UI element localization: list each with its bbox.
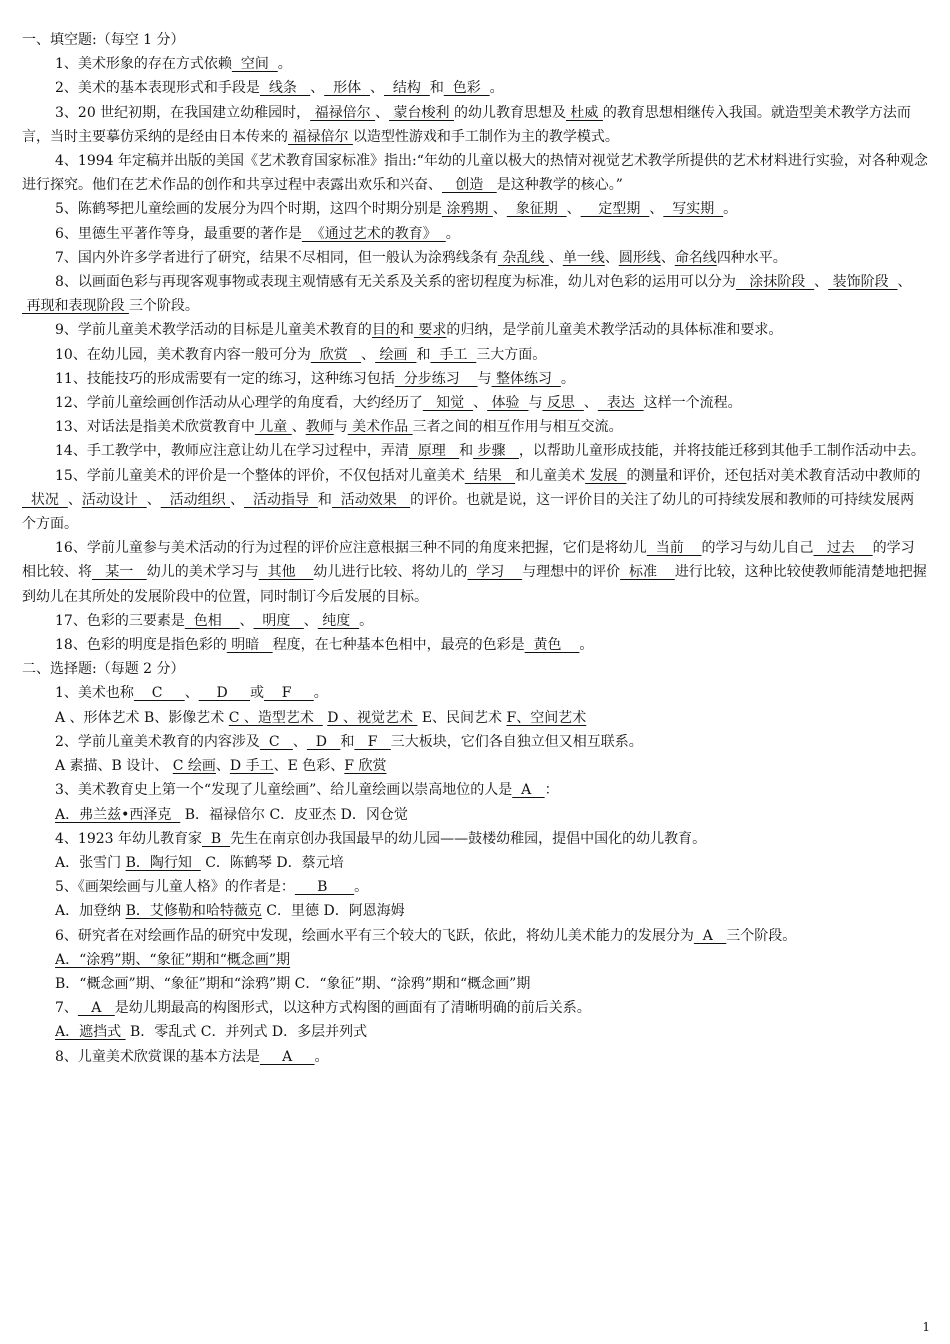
answer-blank: 学习 [467, 564, 523, 581]
question-text: 、 [67, 491, 82, 508]
answer-blank: 儿童 [254, 419, 292, 436]
question-text: 11、技能技巧的形成需要有一定的练习，这种练习包括 [55, 370, 395, 387]
answer-blank: 活动组织 [160, 491, 231, 508]
question-text: 3、20 世纪初期，在我国建立幼稚园时， [55, 104, 311, 121]
answer-blank: B．陶行知 [125, 854, 201, 871]
question-text: 。 [277, 56, 292, 73]
question-text: 、 [814, 274, 829, 291]
question-line [22, 681, 928, 705]
answer-blank: 圆形线 [618, 249, 661, 266]
question-text: B．福禄倍尔 C．皮亚杰 D．冈仓觉 [180, 806, 408, 823]
answer-blank: 福禄倍尔 [288, 128, 353, 145]
question-text: 、 [370, 80, 384, 97]
answer-blank: 标准 [620, 564, 675, 581]
answer-blank: 某一 [92, 564, 147, 581]
question-text: 、E 色彩、 [273, 758, 345, 775]
answer-blank: 欣赏 [310, 346, 362, 363]
answer-blank: 分步练习 [394, 370, 478, 387]
answer-blank: 过去 [813, 540, 873, 557]
answer-blank: 黄色 [524, 637, 580, 654]
question-text: 三个阶段。 [726, 927, 797, 944]
question-line [22, 1020, 928, 1044]
answer-blank: 命名线 [674, 249, 717, 266]
question-text: 8、以画面色彩与再现客观事物或表现主观情感有无关系及关系的密切程度为标准，幼儿对色彩的运用可以分为 [55, 274, 736, 291]
answer-blank: 色相 [184, 612, 240, 629]
question-text: 或 [249, 685, 264, 702]
answer-blank: 其他 [258, 564, 314, 581]
question-text: 是幼儿期最高的构图形式，以这种方式构图的画面有了清晰明确的前后关系。 [114, 1000, 591, 1017]
answer-blank: 原理 [408, 443, 460, 460]
question-line [22, 754, 928, 778]
answer-blank: A [259, 1048, 315, 1065]
answer-blank: 涂鸦期 [441, 201, 493, 218]
question-text: 与 [333, 419, 348, 436]
question-text: 、 [897, 274, 912, 291]
question-text: 、 [292, 733, 307, 750]
question-text: E、民间艺术 [417, 709, 507, 726]
question-text: 三者之间的相互作用与相互交流。 [412, 419, 623, 436]
question-text: 。 [560, 370, 575, 387]
question-text: 这样一个流程。 [643, 395, 742, 412]
question-line [22, 222, 928, 246]
question-text: 18、色彩的明度是指色彩的 [55, 637, 227, 654]
document-body [22, 28, 928, 1069]
question-text: 、 [291, 419, 306, 436]
answer-blank: 写实期 [663, 201, 724, 218]
answer-blank: 定型期 [580, 201, 650, 218]
question-text: 、 [230, 491, 245, 508]
answer-blank: B [202, 830, 231, 847]
answer-blank: 杂乱线 [497, 249, 549, 266]
question-text: 三大方面。 [476, 346, 547, 363]
question-text: 5、陈鹤琴把儿童绘画的发展分为四个时期，这四个时期分别是 [55, 201, 442, 218]
question-text: 幼儿进行比较、将幼儿的 [313, 564, 468, 581]
question-line [22, 101, 928, 149]
section-heading: 一、填空题:（每空 1 分） [22, 32, 185, 48]
question-text: 和 [416, 346, 431, 363]
question-text: 的教育思想相继传入我国。就造型美术教学方法而言，当时主要摹仿采纳的是经由日本传来的 [22, 104, 911, 145]
answer-blank: 结构 [384, 80, 430, 97]
question-text: 和 [340, 733, 355, 750]
question-text: 1、美术形象的存在方式依赖 [55, 56, 232, 73]
question-line [22, 318, 928, 342]
question-line [22, 899, 928, 923]
question-text: 和 [317, 491, 332, 508]
question-line [22, 52, 928, 76]
question-text: 、 [583, 395, 598, 412]
answer-blank: 结果 [464, 467, 516, 484]
answer-blank: D [198, 685, 250, 702]
answer-blank: 创造 [442, 177, 497, 194]
answer-blank: 明暗 [226, 637, 273, 654]
answer-blank: 涂抹阶段 [735, 274, 815, 291]
question-text: 16、学前儿童参与美术活动的行为过程的评价应注意根据三种不同的角度来把握，它们是将幼儿 [55, 540, 647, 557]
answer-blank: 《通过艺术的教育》 [301, 225, 446, 242]
answer-blank: 美术作品 [347, 419, 413, 436]
question-text: C．陈鹤琴 D．蔡元培 [200, 854, 344, 871]
question-text: 和 [399, 322, 414, 339]
question-text: 2、美术的基本表现形式和手段是 [55, 80, 260, 97]
question-text: 10、在幼儿园，美术教育内容一般可分为 [55, 346, 311, 363]
answer-blank: 表达 [597, 395, 644, 412]
question-line [22, 778, 928, 802]
answer-blank: 活动指导 [244, 491, 318, 508]
question-line [22, 415, 928, 439]
question-text: 6、研究者在对绘画作品的研究中发现，绘画水平有三个较大的飞跃，依此，将幼儿美术能力的发展分为 [55, 927, 694, 944]
answer-blank: A．“涂鸦”期、“象征”期和“概念画”期 [55, 951, 291, 968]
question-text: 与理想中的评价 [522, 564, 621, 581]
question-text: 。 [445, 225, 460, 242]
question-line [22, 948, 928, 972]
answer-blank: C 绘画 [172, 758, 216, 775]
question-text: A．加登纳 [55, 903, 126, 920]
question-text: 3、美术教育史上第一个“发现了儿童绘画”、给儿童绘画以崇高地位的人是 [55, 782, 513, 799]
question-text: 4、1994 年定稿并出版的美国《艺术教育国家标准》指出:“年幼的儿童以极大的热情对视觉艺术教学所提供的艺术材料进行实验，对各种观念进行探究。他们在艺术作品的创作和共享过程中表露出欢乐和兴奋、 [22, 153, 928, 194]
answer-blank: 纯度 [317, 612, 360, 629]
answer-blank: A．弗兰兹•西泽克 [55, 806, 181, 823]
answer-blank: 杜威 [565, 104, 603, 121]
answer-blank: 活动设计 [81, 491, 147, 508]
answer-blank: 反思 [542, 395, 584, 412]
question-text: 1、美术也称 [55, 685, 134, 702]
answer-blank: D 、视觉艺术 [327, 709, 418, 726]
answer-blank: F [354, 733, 391, 750]
question-text: 四种水平。 [716, 249, 787, 266]
question-text: C．里德 D．阿恩海姆 [261, 903, 405, 920]
question-text: 2、学前儿童美术教育的内容涉及 [55, 733, 260, 750]
question-text: ： [544, 782, 559, 799]
answer-blank: 手工 [430, 346, 477, 363]
answer-blank: 单一线 [562, 249, 605, 266]
question-text: 三个阶段。 [128, 298, 199, 315]
question-text: 的学习与幼儿自己 [701, 540, 814, 557]
question-text: 的学习相比较、将 [22, 540, 915, 581]
question-text: 的测量和评价，还包括对美术教育活动中教师的 [626, 467, 921, 484]
question-text: 程度，在七种基本色相中，最亮的色彩是 [272, 637, 525, 654]
question-line [22, 706, 928, 730]
question-text: 。 [354, 879, 369, 896]
question-text: 进行比较，这种比较使教师能清楚地把握到幼儿在其所处的发展阶段中的位置，同时制订今后发展的目标。 [22, 564, 927, 605]
question-text: 、 [492, 201, 507, 218]
answer-blank: 体验 [487, 395, 529, 412]
question-text: 、 [548, 249, 563, 266]
answer-blank: 活动效果 [331, 491, 411, 508]
question-text: B．零乱式 C．并列式 D．多层并列式 [125, 1024, 368, 1041]
question-text: 、 [649, 201, 664, 218]
answer-blank: B [294, 879, 355, 896]
question-line [22, 633, 928, 657]
answer-blank: C [133, 685, 185, 702]
answer-blank: 明度 [253, 612, 304, 629]
question-line [22, 996, 928, 1020]
answer-blank: A [77, 1000, 115, 1017]
answer-blank: 象征期 [506, 201, 567, 218]
question-text: 13、对话法是指美术欣赏教育中 [55, 419, 255, 436]
question-text: 12、学前儿童绘画创作活动从心理学的角度看，大约经历了 [55, 395, 423, 412]
answer-blank: 要求 [413, 322, 447, 339]
answer-blank: F 欣赏 [344, 758, 387, 775]
question-text: 和儿童美术 [515, 467, 586, 484]
question-text: 和 [429, 80, 444, 97]
question-line [22, 464, 928, 537]
question-line [22, 827, 928, 851]
question-line [22, 439, 928, 463]
question-line [22, 536, 928, 609]
answer-blank: D 手工 [229, 758, 274, 775]
answer-blank: 色彩 [443, 80, 490, 97]
question-line [22, 343, 928, 367]
answer-blank: 再现和表现阶段 [22, 298, 129, 315]
answer-blank: 福禄倍尔 [310, 104, 376, 121]
answer-blank: D [306, 733, 341, 750]
question-text: 15、学前儿童美术的评价是一个整体的评价，不仅包括对儿童美术 [55, 467, 465, 484]
question-text: 、 [239, 612, 254, 629]
question-text: 的归纳，是学前儿童美术教学活动的具体标准和要求。 [446, 322, 783, 339]
question-text: A 、形体艺术 B、影像艺术 [55, 709, 229, 726]
answer-blank: 绘画 [375, 346, 417, 363]
question-line [22, 609, 928, 633]
question-text: 、 [310, 80, 325, 97]
answer-blank: F、空间艺术 [506, 709, 587, 726]
answer-blank: A [512, 782, 545, 799]
section-heading: 二、选择题:（每题 2 分） [22, 661, 185, 678]
answer-blank: 步骤 [473, 443, 519, 460]
answer-blank: C [259, 733, 293, 750]
question-text: 7、国内外许多学者进行了研究，结果不尽相同，但一般认为涂鸦线条有 [55, 249, 498, 266]
question-text: 17、色彩的三要素是 [55, 612, 185, 629]
question-text: 先生在南京创办我国最早的幼儿园——鼓楼幼稚园，提倡中国化的幼儿教育。 [230, 830, 707, 847]
answer-blank: 教师 [305, 419, 334, 436]
answer-blank: 形体 [324, 80, 370, 97]
answer-blank: 知觉 [422, 395, 474, 412]
answer-blank: 状况 [22, 491, 68, 508]
answer-blank: 当前 [646, 540, 702, 557]
question-text: 5、《画架绘画与儿童人格》的作者是： [55, 879, 295, 896]
answer-blank: 发展 [585, 467, 627, 484]
answer-blank: 整体练习 [491, 370, 561, 387]
question-line [22, 1045, 928, 1069]
answer-blank: F [263, 685, 314, 702]
question-text: 、 [146, 491, 161, 508]
answer-blank: 目的 [371, 322, 400, 339]
question-text: 8、儿童美术欣赏课的基本方法是 [55, 1048, 260, 1065]
question-line [22, 803, 928, 827]
question-text: 4、1923 年幼儿教育家 [55, 830, 202, 847]
question-line [22, 730, 928, 754]
question-line [22, 270, 928, 318]
question-text: 、 [303, 612, 318, 629]
answer-blank: A [693, 927, 727, 944]
question-text: 与 [477, 370, 492, 387]
question-text: 的评价。也就是说，这一评价目的关注了幼儿的可持续发展和教师的可持续发展两个方面。 [22, 491, 915, 533]
question-text: 是这种教学的核心。” [496, 177, 623, 194]
question-line [22, 875, 928, 899]
question-line [22, 924, 928, 948]
question-text: 、 [375, 104, 390, 121]
question-text: 。 [359, 612, 374, 629]
question-text: 7、 [55, 1000, 78, 1017]
answer-blank: 空间 [231, 56, 278, 73]
answer-blank: C 、造型艺术 [228, 709, 323, 726]
question-line [22, 246, 928, 270]
question-text: 。 [314, 1048, 329, 1065]
question-text: 、 [566, 201, 581, 218]
question-text: 6、里德生平著作等身，最重要的著作是 [55, 225, 302, 242]
question-line [22, 76, 928, 100]
question-text: 、 [660, 249, 675, 266]
question-text: 幼儿的美术学习与 [146, 564, 259, 581]
question-text: 和 [459, 443, 474, 460]
question-text: 14、手工教学中，教师应注意让幼儿在学习过程中，弄清 [55, 443, 409, 460]
question-line [22, 149, 928, 197]
question-text: 、 [473, 395, 488, 412]
question-line [22, 367, 928, 391]
question-text: 。 [489, 80, 504, 97]
answer-blank: 线条 [259, 80, 311, 97]
question-text: 。 [313, 685, 328, 702]
answer-blank: A．遮挡式 [55, 1024, 126, 1041]
page-number: 1 [922, 1320, 930, 1334]
question-text: 9、学前儿童美术教学活动的目标是儿童美术教育的 [55, 322, 372, 339]
question-text: 、 [604, 249, 619, 266]
question-text: 、 [361, 346, 376, 363]
question-text: 。 [579, 637, 594, 654]
question-text: 、 [215, 758, 230, 775]
question-text: 以造型性游戏和手工制作为主的教学模式。 [352, 128, 619, 145]
question-text: B．“概念画”期、“象征”期和“涂鸦”期 C．“象征”期、“涂鸦”期和“概念画”期 [55, 975, 531, 992]
question-text: 、 [184, 685, 199, 702]
question-text: A 素描、B 设计、 [55, 758, 173, 775]
question-text: ，以帮助儿童形成技能，并将技能迁移到其他手工制作活动中去。 [518, 443, 925, 460]
question-line [22, 197, 928, 221]
answer-blank: 蒙台梭利 [389, 104, 454, 121]
question-text: A．张雪门 [55, 854, 126, 871]
question-text: 三大板块，它们各自独立但又相互联系。 [390, 733, 643, 750]
question-line [22, 391, 928, 415]
question-text: 的幼儿教育思想及 [453, 104, 566, 121]
question-line [22, 972, 928, 996]
answer-blank: B．艾修勒和哈特薇克 [125, 903, 262, 920]
question-text: 与 [528, 395, 543, 412]
answer-blank: 装饰阶段 [828, 274, 898, 291]
question-line [22, 851, 928, 875]
question-text: 。 [723, 201, 738, 218]
